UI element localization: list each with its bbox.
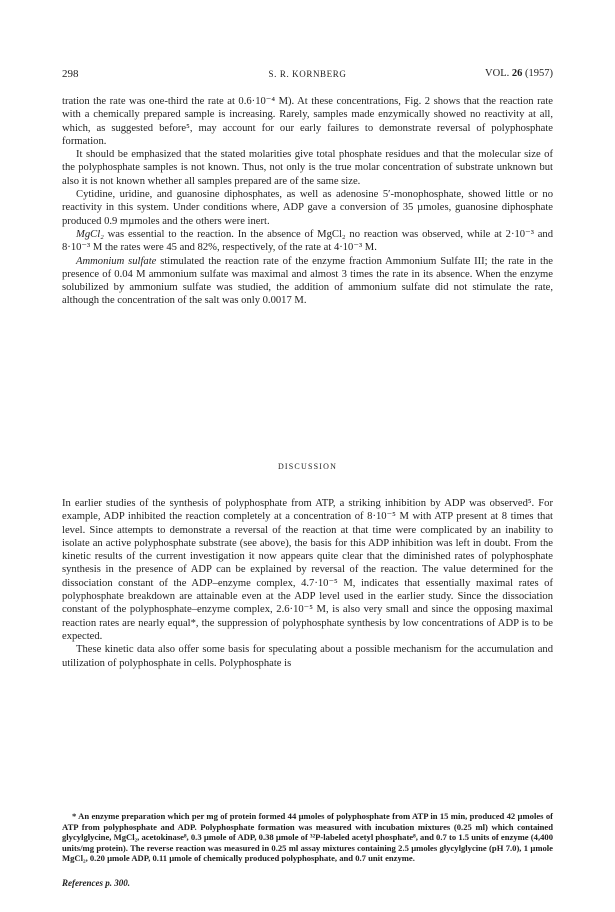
paragraph-body: was essential to the reaction. In the absence of MgCl₂ no reaction was observed, while at 2·10⁻³ and 8·10⁻³ M the rates were 45 and 82%, respectively, of the rate at 4·10⁻³ M.	[62, 228, 553, 254]
paragraph: In earlier studies of the synthesis of polyphosphate from ATP, a striking inhibition by ADP was observed⁵. For example, ADP inhibited the reaction completely at a concentration of 8·10⁻⁵ M with ATP present at 8 times that level. Since attempts to demonstrate a reversal of the reaction at that time were complicated by an inability to isolate an active polyphosphate substrate (see above), the basis for this ADP inhibition was left in doubt. From the kinetic results of the current investigation it now appears quite clear that the diminished rates of polyphosphate synthesis in the presence of ADP can be explained by reversal of the reaction. The value determined for the dissociation constant of the ADP–enzyme complex, 4.7·10⁻⁵ M, indicates that essentially maximal rates of polyphosphate breakdown are attainable even at the ADP level used in the earlier study. Since the dissociation constant of the polyphosphate–enzyme complex, 2.6·10⁻⁵ M, is also very small and since the opposing maximal reaction rates are nearly equal*, the suppression of polyphosphate synthesis by low concentrations of ADP is to be expected.	[62, 498, 553, 642]
paragraph: These kinetic data also offer some basis for speculating about a possible mechanism for the accumulation and utilization of polyphosphate in cells. Polyphosphate is	[62, 644, 553, 669]
running-header	[62, 68, 553, 82]
paragraph: tration the rate was one-third the rate at 0.6·10⁻⁴ M). At these concentrations, Fig. 2 shows that the reaction rate with a chemically prepared sample is increasing. Rarely, samples made enzymically showed no reactivity at all, which, as suggested before⁵, may account for our early failures to demonstrate reversal of polyphosphate formation.	[62, 96, 553, 147]
paragraph-body: stimulated the reaction rate of the enzyme fraction Ammonium Sulfate III; the rate in the presence of 0.04 M ammonium sulfate was maximal and almost 3 times the rate in its absence. When the enzyme solubilized by ammonium sulfate was studied, the addition of ammonium sulfate did not stimulate the rate, although the concentration of the salt was only 0.0017 M.	[62, 255, 553, 307]
paragraph	[62, 228, 553, 255]
volume-number: 26	[511, 68, 523, 79]
references-note: References p. 300.	[62, 878, 130, 888]
footnote-text: * An enzyme preparation which per mg of protein formed 44 µmoles of polyphosphate from ATP in 15 min, produced 42 µmoles of ATP from polyphosphate and ADP. Polyphosphate formation was measured with incubation mixtures (0.25 ml) which contained glycylglycine, MgCl₂, acetokinase⁸, 0.3 µmole of ADP, 0.38 µmole of ³²P-labeled acetyl phosphate⁸, and 0.7 to 1.5 units of enzyme (4,400 units/mg protein). The reverse reaction was measured in 0.25 ml assay mixtures containing 2.5 µmoles glycylglycine (pH 7.0), 1 µmole MgCl₂, 0.20 µmole ADP, 0.11 µmole of chemically produced polyphosphate, and 0.7 unit enzyme.	[62, 811, 553, 864]
paragraph: It should be emphasized that the stated molarities give total phosphate residues and that the molecular size of the polyphosphate samples is not known. Thus, not only is the true molar concentration of substrate unknown but also it is not known whether all samples prepared are of the same size.	[62, 149, 553, 187]
volume-label: VOL.	[485, 68, 510, 79]
volume-info	[485, 68, 553, 79]
body-text-discussion	[62, 497, 553, 670]
volume-year: (1957)	[525, 68, 553, 79]
body-text-results	[62, 95, 553, 308]
paragraph-lead-italic: Ammonium sulfate	[76, 255, 157, 267]
running-author: S. R. KORNBERG	[268, 69, 347, 79]
section-heading-discussion: DISCUSSION	[277, 462, 338, 471]
footnote	[62, 811, 553, 864]
paragraph-lead-italic: MgCl₂	[76, 228, 104, 240]
paragraph	[62, 255, 553, 308]
page-number: 298	[62, 68, 79, 80]
paragraph: Cytidine, uridine, and guanosine diphosphates, as well as adenosine 5′-monophosphate, showed little or no reactivity in this system. Under conditions where, ADP gave a conversion of 35 µmoles, guanosine diphosphate produced 0.9 mµmoles and the others were inert.	[62, 189, 553, 227]
